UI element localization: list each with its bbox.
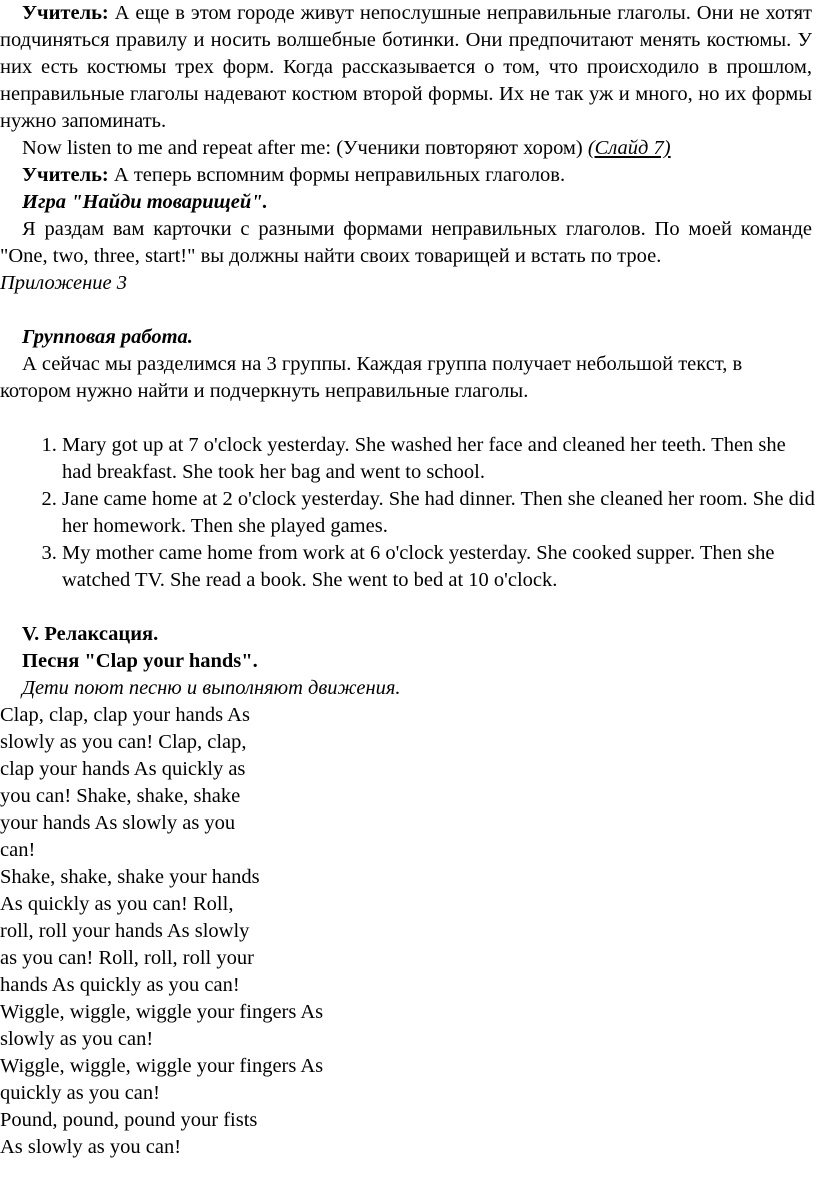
instruction-text: Now listen to me and repeat after me: (Ученики повторяют хором) [22, 137, 588, 159]
teacher-intro-paragraph [0, 0, 816, 135]
teacher-forms-paragraph [0, 162, 816, 189]
task-list [0, 432, 816, 594]
lyric-line: can! [0, 839, 36, 861]
song-note: Дети поют песню и выполняют движения. [22, 677, 401, 699]
spacer [0, 405, 816, 432]
lyric-line: quickly as you can! [0, 1082, 160, 1104]
song-title: Песня "Clap your hands". [22, 650, 258, 672]
instructions-text: Я раздам вам карточки с разными формами неправильных глаголов. По моей команде "One, two, three, start!" вы должны найти своих товарищей и встать по трое. [0, 218, 812, 267]
lyric-line: you can! Shake, shake, shake [0, 785, 241, 807]
section-title: V. Релаксация. [22, 623, 159, 645]
lyric-line: hands As quickly as you can! [0, 974, 240, 996]
lyric-line: As quickly as you can! Roll, [0, 893, 234, 915]
song-lyrics [0, 702, 816, 1161]
list-item: 3. My mother came home from work at 6 o'clock yesterday. She cooked supper. Then she watched TV. She read a book. She went to bed at 10 o'clock. [62, 540, 816, 594]
game-title: Игра "Найди товарищей". [22, 191, 268, 213]
lyric-line: clap your hands As quickly as [0, 758, 246, 780]
lyric-line: Pound, pound, pound your fists [0, 1109, 258, 1131]
lyric-line: Wiggle, wiggle, wiggle your fingers As [0, 1001, 324, 1023]
lyric-line: Shake, shake, shake your hands [0, 866, 260, 888]
lyric-line: Clap, clap, clap your hands As [0, 704, 250, 726]
speaker-label: Учитель: [22, 164, 109, 186]
group-work-title: Групповая работа. [22, 326, 193, 348]
paragraph-text: А теперь вспомним формы неправильных глаголов. [108, 164, 566, 186]
list-item: 2. Jane came home at 2 o'clock yesterday. She had dinner. Then she cleaned her room. She did her homework. Then she played games. [62, 486, 816, 540]
appendix-reference: Приложение 3 [0, 272, 128, 294]
lyric-line: As slowly as you can! [0, 1136, 182, 1158]
lyric-line: as you can! Roll, roll, roll your [0, 947, 254, 969]
repeat-instruction [0, 135, 816, 162]
list-item: 1. Mary got up at 7 o'clock yesterday. She washed her face and cleaned her teeth. Then she had breakfast. She took her bag and went to school. [62, 432, 816, 486]
lyric-line: roll, roll your hands As slowly [0, 920, 250, 942]
lyric-line: your hands As slowly as you [0, 812, 236, 834]
lyric-line: slowly as you can! Clap, clap, [0, 731, 247, 753]
paragraph-text: А еще в этом городе живут непослушные неправильные глаголы. Они не хотят подчиняться правилу и носить волшебные ботинки. Они предпочитают менять костюмы. У них есть костюмы трех форм. Когда рассказывается о том, что происходило в прошлом, неправильные глаголы надевают костюм второй формы. Их не так уж и много, но их формы нужно запоминать. [0, 2, 812, 132]
game-instructions [0, 216, 816, 297]
lyric-line: Wiggle, wiggle, wiggle your fingers As [0, 1055, 324, 1077]
group-work-paragraph: А сейчас мы разделимся на 3 группы. Каждая группа получает небольшой текст, в котором нужно найти и подчеркнуть неправильные глаголы. [0, 353, 743, 402]
spacer [0, 594, 816, 621]
lyric-line: slowly as you can! [0, 1028, 154, 1050]
speaker-label: Учитель: [22, 2, 109, 24]
slide-reference: (Слайд 7) [587, 137, 671, 159]
spacer [0, 297, 816, 324]
